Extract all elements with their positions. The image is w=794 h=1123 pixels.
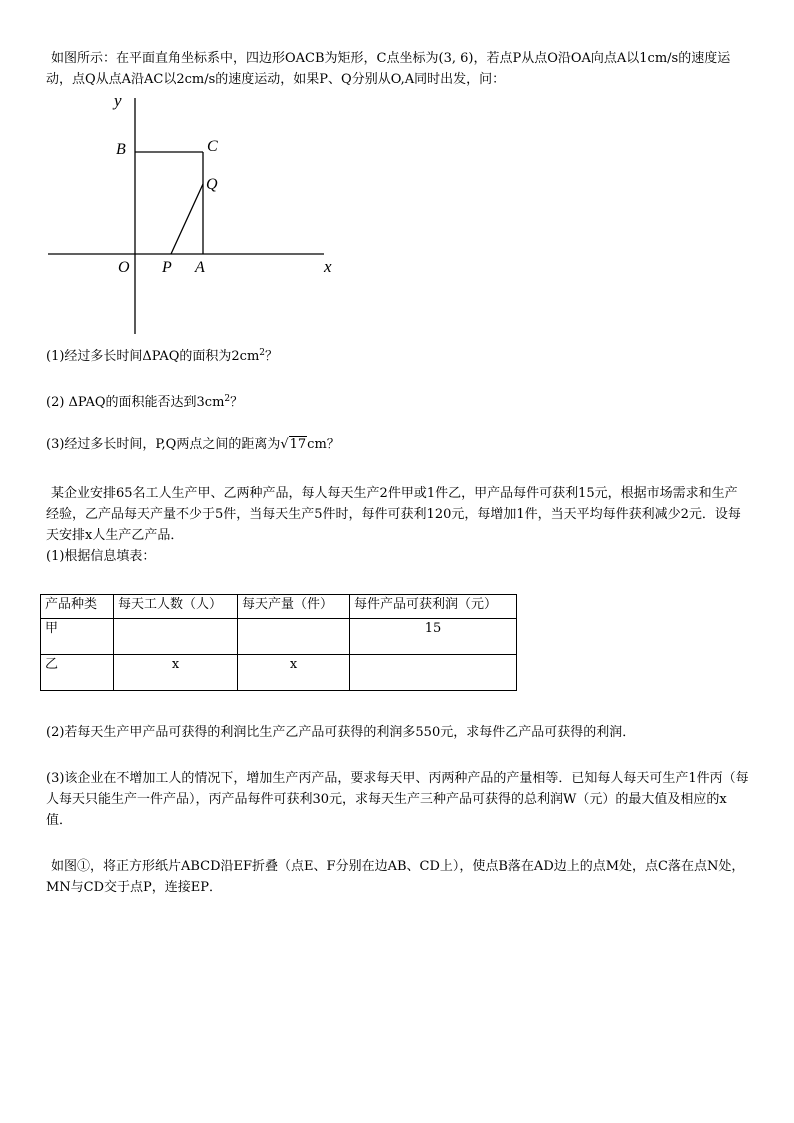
table-cell — [114, 619, 238, 655]
label-x: x — [324, 257, 332, 276]
info-table — [40, 594, 517, 691]
problem2-intro: 某企业安排65名工人生产甲、乙两种产品，每人每天生产2件甲或1件乙，甲产品每件可获利15元，根据市场需求和生产经验，乙产品每天产量不少于5件，当每天生产5件时，每件可获利120元，每增加1件，当天平均每件获利减少2元．设每天安排x人生产乙产品． — [46, 486, 741, 543]
problem3-intro: 如图①，将正方形纸片ABCD沿EF折叠（点E、F分别在边AB、CD上），使点B落在AD边上的点M处，点C落在点N处，MN与CD交于点P，连接EP． — [46, 859, 745, 895]
table-cell: 15 — [350, 619, 517, 655]
table-cell — [350, 655, 517, 691]
label-O: O — [118, 259, 130, 276]
label-y: y — [114, 91, 122, 110]
label-P: P — [162, 259, 172, 276]
question-1-3: (3)经过多长时间，P,Q两点之间的距离为√17cm？ — [46, 437, 340, 452]
question-2-2: (2)若每天生产甲产品可获得的利润比生产乙产品可获得的利润多550元，求每件乙产品可获得的利润． — [46, 725, 636, 740]
question-1-1: (1)经过多长时间ΔPAQ的面积为$2cm^2$？ — [46, 348, 279, 364]
table-row — [41, 655, 517, 691]
question-1-2: (2) ΔPAQ的面积能否达到$3cm^2$？ — [46, 394, 244, 410]
problem1-intro: 如图所示：在平面直角坐标系中，四边形OACB为矩形，C点坐标为(3, 6)，若点P从点O沿OA向点A以1cm/s的速度运动，点Q从点A沿AC以2cm/s的速度运动，如果P、Q分别从O,A同时出发，问： — [46, 51, 731, 87]
table-cell: 乙 — [41, 655, 114, 691]
question-2-1: (1)根据信息填表： — [46, 549, 156, 564]
segment-PQ — [171, 184, 203, 254]
question-2-3: (3)该企业在不增加工人的情况下，增加生产丙产品，要求每天甲、丙两种产品的产量相等．已知每人每天可生产1件丙（每人每天只能生产一件产品），丙产品每件可获利30元，求每天生产三种产品可获得的总利润W（元）的最大值及相应的x值． — [46, 771, 749, 828]
table-cell: x — [114, 655, 238, 691]
table-row — [41, 619, 517, 655]
table-header: 每件产品可获利润（元） — [350, 595, 517, 619]
label-Q: Q — [206, 176, 218, 193]
label-B: B — [116, 141, 126, 158]
table-cell: x — [238, 655, 350, 691]
table-cell — [238, 619, 350, 655]
label-A: A — [195, 259, 205, 276]
label-C: C — [207, 138, 218, 155]
table-header: 产品种类 — [41, 595, 114, 619]
table-cell: 甲 — [41, 619, 114, 655]
table-header-row — [41, 595, 517, 619]
coordinate-figure — [40, 88, 360, 340]
table-header: 每天工人数（人） — [114, 595, 238, 619]
radical-sqrt17: √17 — [280, 437, 307, 452]
table-header: 每天产量（件） — [238, 595, 350, 619]
